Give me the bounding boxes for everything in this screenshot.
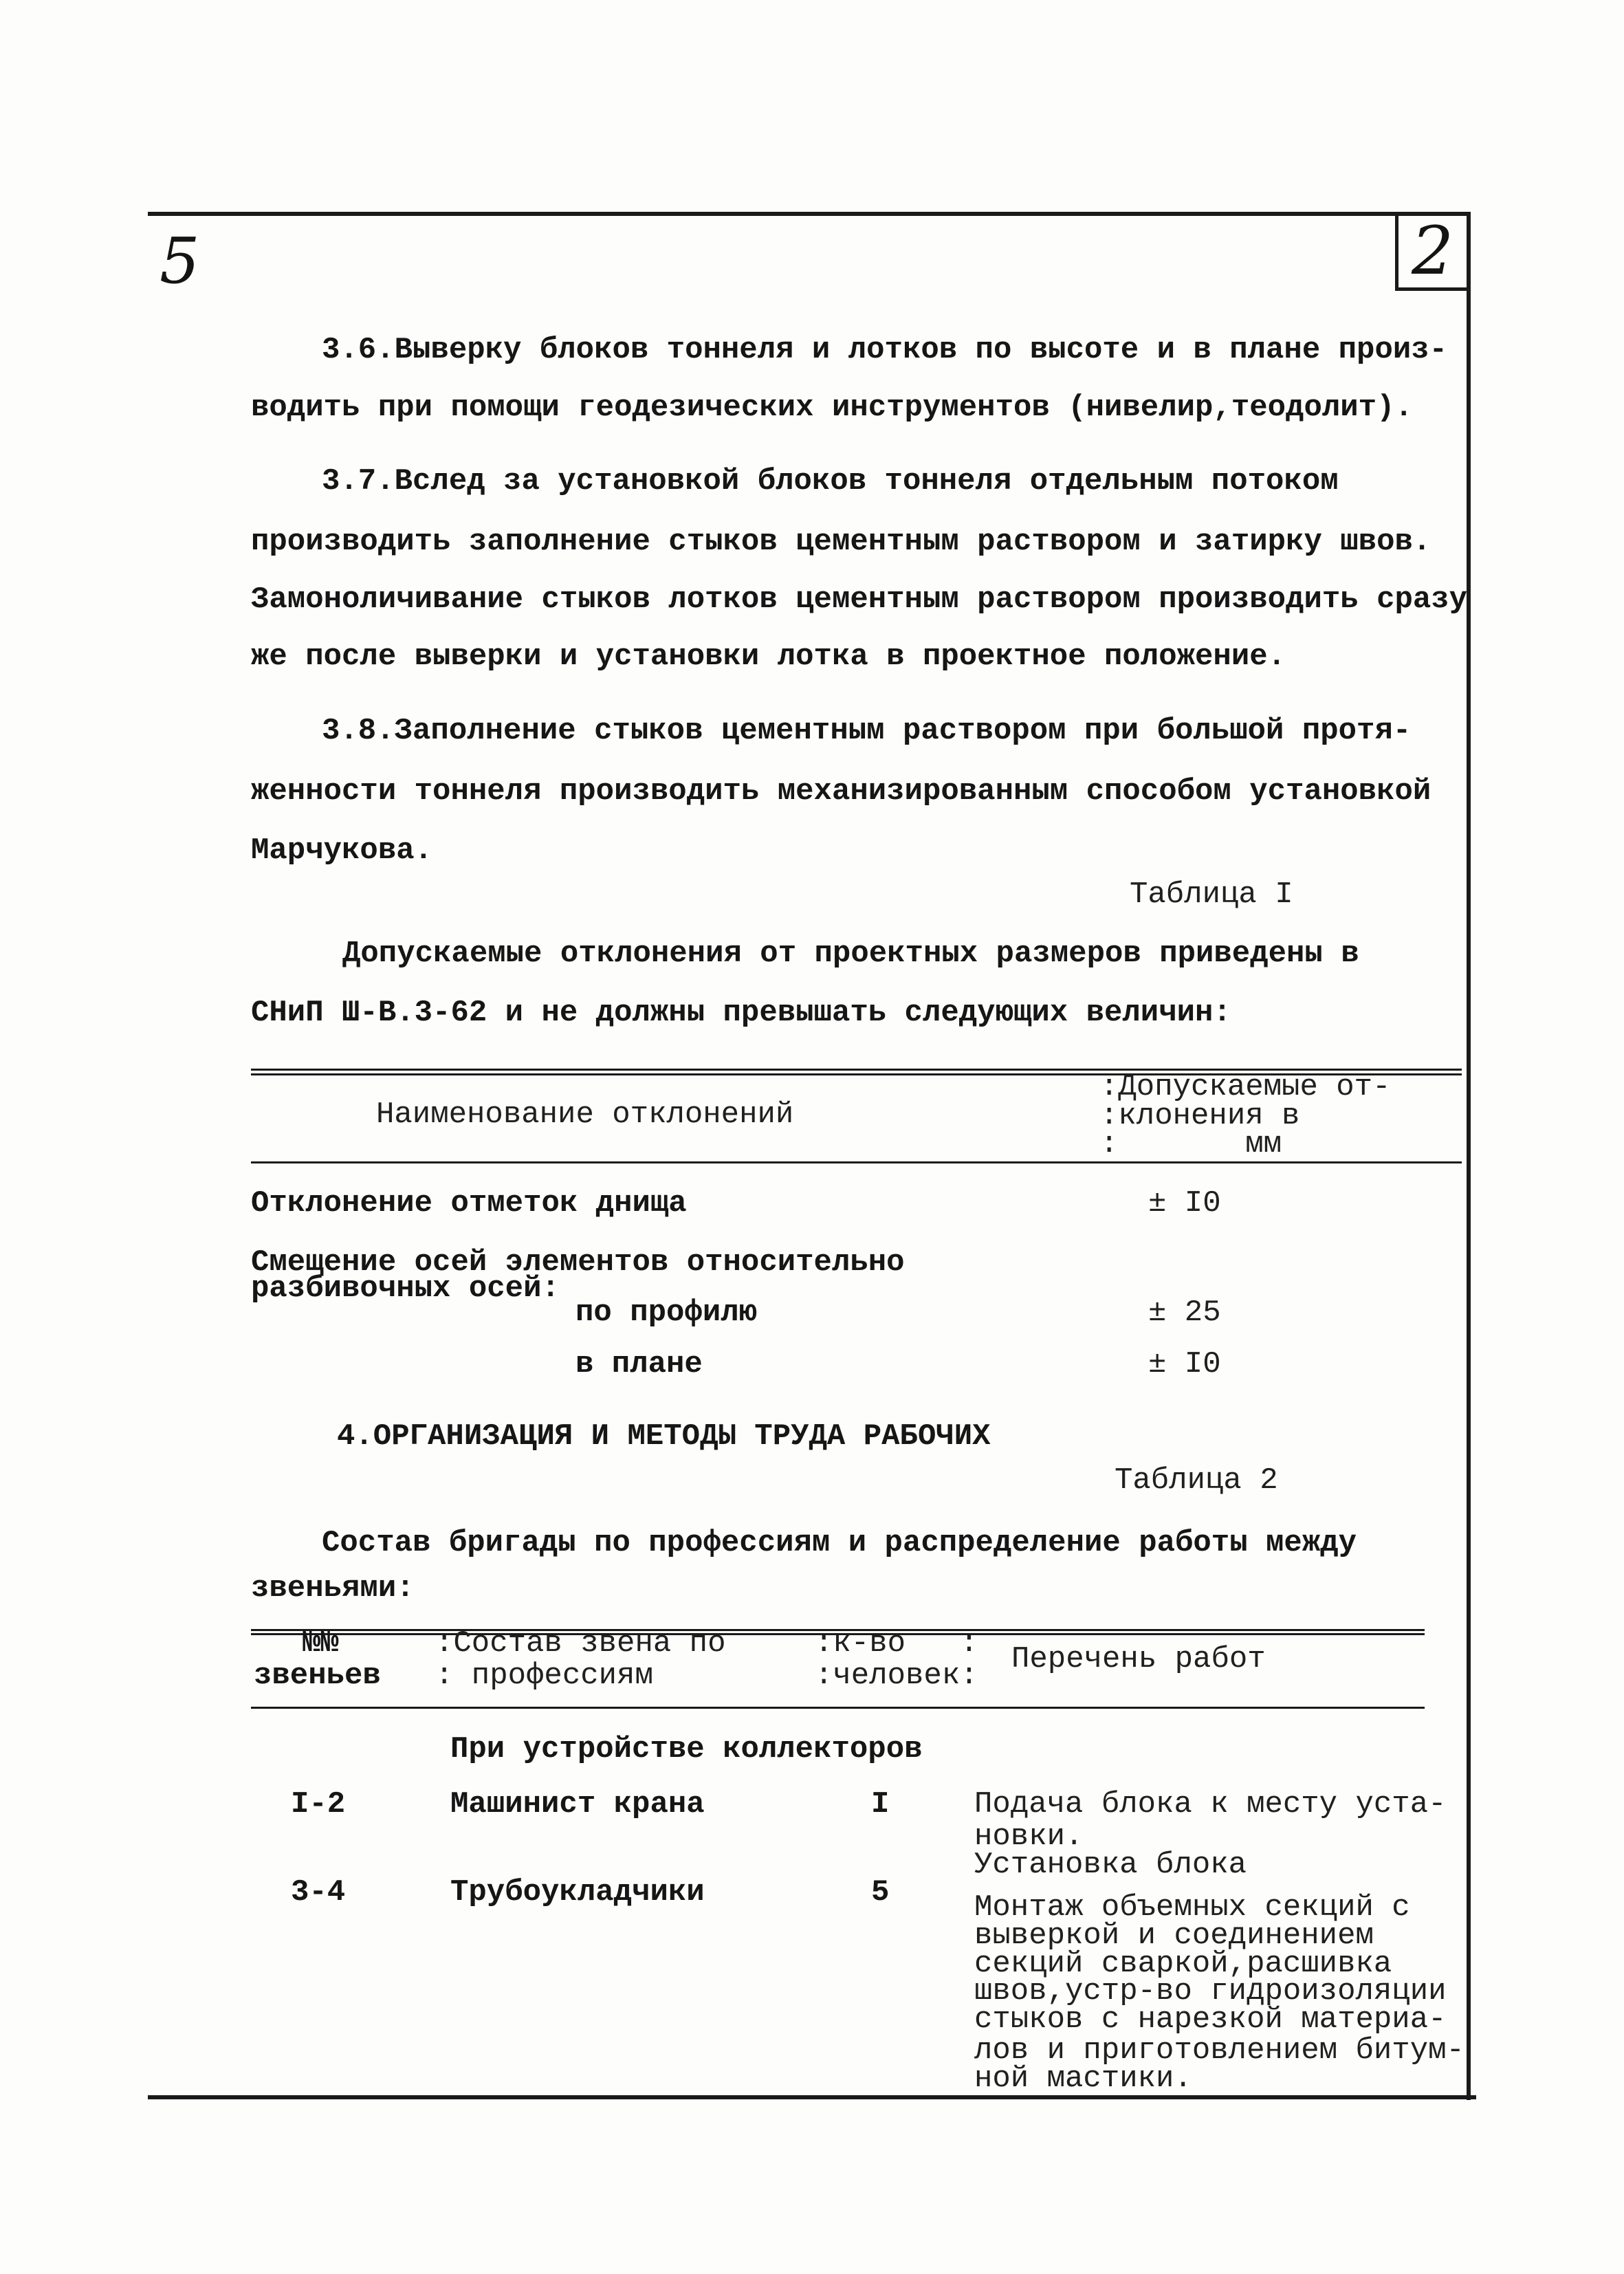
table-2-row-works-line: выверкой и соединением: [974, 1918, 1374, 1953]
table-1-row-value: ± I0: [1148, 1347, 1221, 1381]
table-2-header-count: :человек:: [815, 1659, 978, 1693]
table-2-header-links: №№: [303, 1626, 339, 1661]
table-2-header-count: :к-во :: [815, 1626, 978, 1661]
sheet-number: 2: [1411, 212, 1454, 289]
table-1-row-value: ± 25: [1148, 1295, 1221, 1330]
paragraph-3-8-line: 3.8.Заполнение стыков цементным раствором при большой протя-: [322, 714, 1412, 748]
table-1-row-subname: в плане: [575, 1347, 703, 1381]
table-2-header-rule: [251, 1707, 1425, 1709]
paragraph-3-7-line: Замоноличивание стыков лотков цементным раствором производить сразу: [251, 582, 1468, 617]
paragraph-3-8-line: Марчукова.: [251, 833, 433, 868]
table-1-header-tolerance: : мм: [1100, 1127, 1282, 1161]
paragraph-3-7-line: 3.7.Вслед за установкой блоков тоннеля отдельным потоком: [322, 464, 1339, 499]
table-1-row-name: Отклонение отметок днища: [251, 1186, 687, 1221]
table-2-header-links: звеньев: [254, 1659, 381, 1693]
table-2-row-works-line: Монтаж объемных секций с: [974, 1890, 1410, 1925]
table-1-row-value: ± I0: [1148, 1186, 1221, 1221]
table-1-row-name: Смещение осей элементов относительно: [251, 1245, 905, 1280]
table-2-row-count: I: [871, 1787, 890, 1822]
table-2-header-works: Перечень работ: [1011, 1642, 1266, 1676]
table-2-row-works-line: секций сваркой,расшивка: [974, 1947, 1392, 1981]
table-2-header-profession: :Состав звена по: [435, 1626, 726, 1661]
sheet-number-box: [1395, 214, 1467, 291]
table-1-intro-line: СНиП Ш-В.3-62 и не должны превышать следующих величин:: [251, 996, 1231, 1030]
frame-top-rule: [148, 212, 1470, 216]
table-1-intro-line: Допускаемые отклонения от проектных размеров приведены в: [342, 937, 1359, 971]
table-2-row-works-line: швов,устр-во гидроизоляции: [974, 1974, 1447, 2009]
table-2-row-profession: Трубоукладчики: [450, 1875, 705, 1910]
table-1-header-rule: [251, 1161, 1462, 1163]
table-2-caption: Таблица 2: [1115, 1463, 1278, 1498]
table-1-header-tolerance: :клонения в: [1100, 1099, 1300, 1133]
table-2-row-works-line: Установка блока: [974, 1848, 1247, 1882]
table-2-row-works-line: лов и приготовлением битум-: [974, 2033, 1464, 2068]
table-2-header-profession: : профессиям: [435, 1659, 653, 1693]
table-1-header-name: Наименование отклонений: [376, 1097, 794, 1132]
paragraph-3-6-line: водить при помощи геодезических инструментов (нивелир,теодолит).: [251, 391, 1413, 425]
paragraph-3-7-line: производить заполнение стыков цементным раствором и затирку швов.: [251, 525, 1431, 559]
table-1-header-tolerance: :Допускаемые от-: [1100, 1070, 1391, 1104]
paragraph-3-7-line: же после выверки и установки лотка в проектное положение.: [251, 639, 1286, 674]
table-2-row-links: I-2: [291, 1787, 346, 1822]
table-2-row-works-line: ной мастики.: [974, 2062, 1192, 2096]
paragraph-3-6-line: 3.6.Выверку блоков тоннеля и лотков по высоте и в плане произ-: [322, 333, 1448, 367]
table-2-group-label: При устройстве коллекторов: [450, 1732, 923, 1767]
page-number: 5: [160, 224, 200, 298]
paragraph-3-8-line: женности тоннеля производить механизированным способом установкой: [251, 774, 1431, 809]
table-1-caption: Таблица I: [1130, 877, 1293, 912]
section-heading: 4.ОРГАНИЗАЦИЯ И МЕТОДЫ ТРУДА РАБОЧИХ: [337, 1419, 991, 1454]
table-2-intro-line: звеньями:: [251, 1571, 415, 1606]
table-2-row-links: 3-4: [291, 1875, 346, 1910]
frame-right-rule: [1467, 212, 1471, 2100]
frame-bottom-rule: [148, 2095, 1476, 2099]
table-2-row-count: 5: [871, 1875, 890, 1910]
table-2-row-works-line: стыков с нарезкой материа-: [974, 2002, 1447, 2037]
table-2-row-works-line: Подача блока к месту уста-: [974, 1787, 1447, 1822]
table-2-intro-line: Состав бригады по профессиям и распределение работы между: [322, 1526, 1357, 1560]
table-2-row-works-line: новки.: [974, 1819, 1084, 1854]
table-1-row-subname: по профилю: [575, 1295, 758, 1330]
table-1-row-name: разбивочных осей:: [251, 1271, 560, 1306]
table-2-row-profession: Машинист крана: [450, 1787, 705, 1822]
